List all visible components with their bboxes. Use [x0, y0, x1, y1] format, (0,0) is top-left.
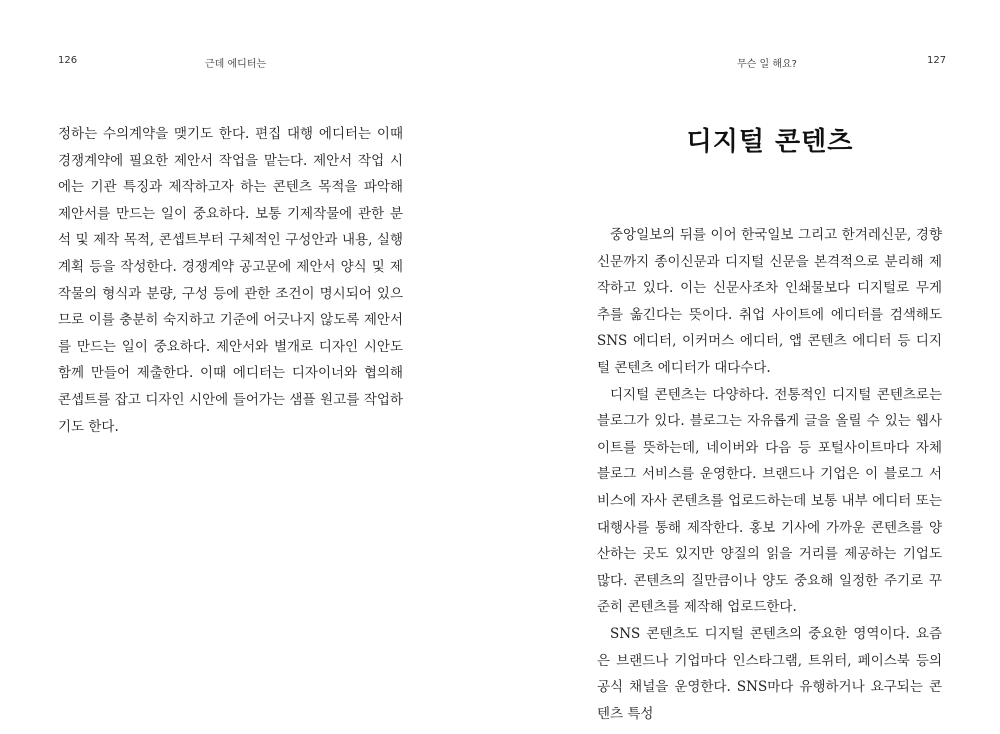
right-paragraph-2: 디지털 콘텐츠는 다양하다. 전통적인 디지털 콘텐츠로는 블로그가 있다. 블로그는 자유롭게 글을 올릴 수 있는 웹사이트를 뜻하는데, 네이버와 다음 등 포털사이트마다 자체 블로그 서비스를 운영한다. 브랜드나 기업은 이 블로그 서비스에 자사 콘텐츠를 업로드하는데 보통 내부 에디터 또는 대행사를 통해 제작한다. 홍보 기사에 가까운 콘텐츠를 양산하는 곳도 있지만 양질의 읽을 거리를 제공하는 기업도 많다. 콘텐츠의 질만큼이나 양도 중요해 일정한 주기로 꾸준히 콘텐츠를 제작해 업로드한다. — [597, 386, 942, 616]
right-running-head: 무슨 일 해요? — [737, 59, 797, 70]
section-title: 디지털 콘텐츠 — [686, 127, 854, 157]
right-body-text — [597, 222, 942, 727]
right-page-number: 127 — [927, 55, 947, 66]
right-paragraph-1: 중앙일보의 뒤를 이어 한국일보 그리고 한겨레신문, 경향신문까지 종이신문과 디지털 신문을 본격적으로 분리해 제작하고 있다. 이는 신문사조차 인쇄물보다 디지털로 무게 추를 옮긴다는 뜻이다. 취업 사이트에 에디터를 검색해도 SNS 에디터, 이커머스 에디터, 앱 콘텐츠 에디터 등 디지털 콘텐츠 에디터가 대다수다. — [597, 227, 942, 376]
left-running-head: 근데 에디터는 — [205, 59, 267, 70]
right-paragraph-3: SNS 콘텐츠도 디지털 콘텐츠의 중요한 영역이다. 요즘은 브랜드나 기업마다 인스타그램, 트위터, 페이스북 등의 공식 채널을 운영한다. SNS마다 유행하거나 요구되는 콘텐츠 특성 — [597, 625, 942, 722]
left-page-number: 126 — [58, 55, 78, 66]
left-paragraph-1: 정하는 수의계약을 맺기도 한다. 편집 대행 에디터는 이때 경쟁계약에 필요한 제안서 작업을 맡는다. 제안서 작업 시에는 기관 특징과 제작하고자 하는 콘텐츠 목적을 파악해 제안서를 만드는 일이 중요하다. 보통 기제작물에 관한 분석 및 제작 목적, 콘셉트부터 구체적인 구성안과 내용, 실행 계획 등을 작성한다. 경쟁계약 공고문에 제안서 양식 및 제작물의 형식과 분량, 구성 등에 관한 조건이 명시되어 있으므로 이를 충분히 숙지하고 기준에 어긋나지 않도록 제안서를 만드는 일이 중요하다. 제안서와 별개로 디자인 시안도 함께 만들어 제출한다. 이때 에디터는 디자이너와 협의해 콘셉트를 잡고 디자인 시안에 들어가는 샘플 원고를 작업하기도 한다. — [58, 126, 403, 435]
left-body-text — [58, 121, 403, 440]
